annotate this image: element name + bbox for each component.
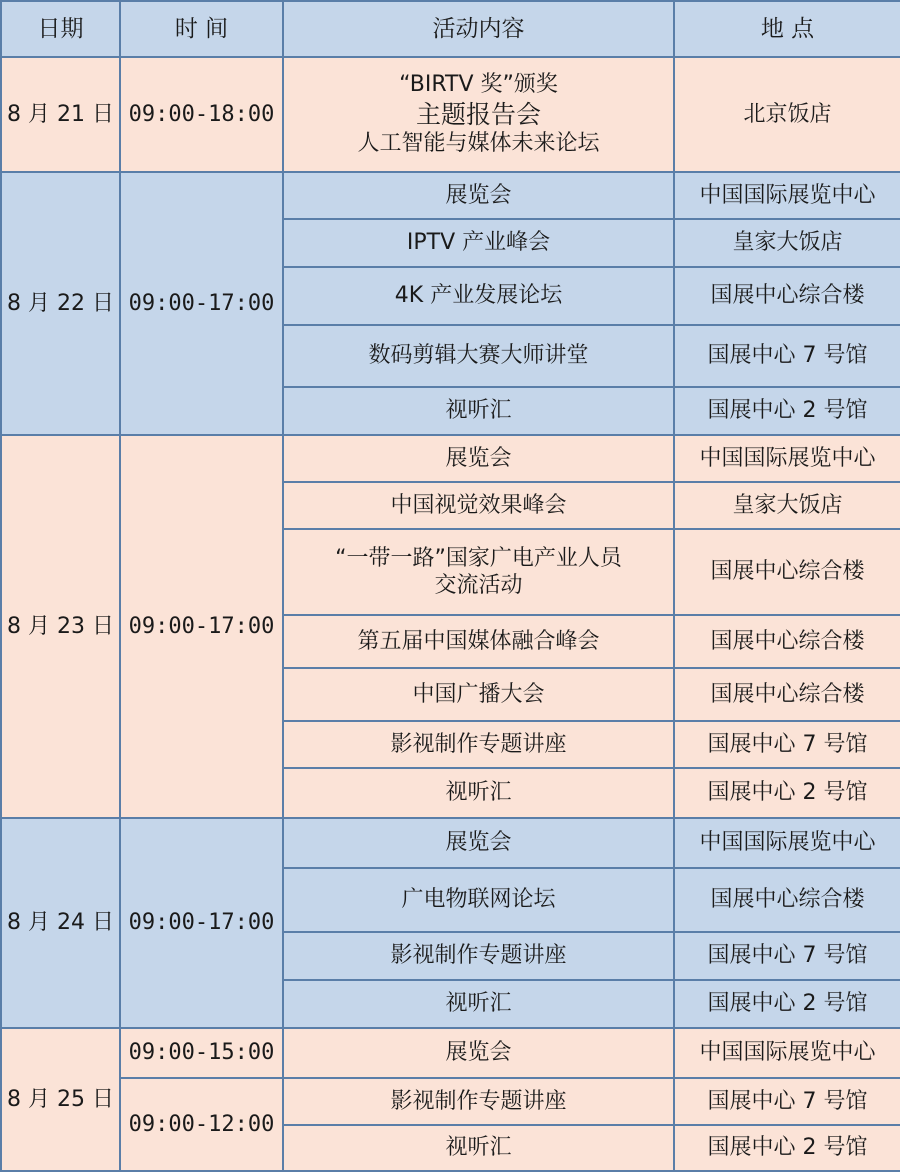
- location-cell: 中国国际展览中心: [674, 1028, 900, 1078]
- location-cell: 国展中心 7 号馆: [674, 721, 900, 768]
- time-cell: 09:00-17:00: [120, 172, 283, 435]
- header-location: 地 点: [674, 1, 900, 57]
- location-cell: 国展中心综合楼: [674, 267, 900, 325]
- location-cell: 中国国际展览中心: [674, 172, 900, 219]
- activity-line: “BIRTV 奖”颁奖: [399, 72, 558, 98]
- location-cell: 国展中心 2 号馆: [674, 1125, 900, 1171]
- table-row: [1, 1078, 900, 1125]
- date-cell: 8 月 25 日: [1, 1028, 120, 1171]
- activity-cell: 影视制作专题讲座: [283, 721, 674, 768]
- time-cell: 09:00-17:00: [120, 818, 283, 1028]
- time-cell: 09:00-17:00: [120, 435, 283, 818]
- activity-cell: 4K 产业发展论坛: [283, 267, 674, 325]
- activity-cell: 影视制作专题讲座: [283, 932, 674, 980]
- table-row: [1, 435, 900, 482]
- activity-cell: 中国广播大会: [283, 668, 674, 721]
- date-cell: 8 月 22 日: [1, 172, 120, 435]
- activity-cell: 视听汇: [283, 980, 674, 1028]
- location-cell: 中国国际展览中心: [674, 435, 900, 482]
- activity-cell: 展览会: [283, 818, 674, 868]
- activity-cell: 视听汇: [283, 768, 674, 818]
- date-cell: 8 月 23 日: [1, 435, 120, 818]
- date-cell: 8 月 24 日: [1, 818, 120, 1028]
- table-row: [1, 1028, 900, 1078]
- activity-cell: 数码剪辑大赛大师讲堂: [283, 325, 674, 387]
- header-time: 时 间: [120, 1, 283, 57]
- activity-line: 人工智能与媒体未来论坛: [357, 131, 600, 157]
- location-cell: 国展中心 7 号馆: [674, 932, 900, 980]
- location-cell: 国展中心 7 号馆: [674, 325, 900, 387]
- location-cell: 国展中心 2 号馆: [674, 387, 900, 435]
- date-cell: 8 月 21 日: [1, 57, 120, 172]
- activity-cell: 影视制作专题讲座: [283, 1078, 674, 1125]
- activity-cell: [283, 57, 674, 172]
- activity-cell: 视听汇: [283, 1125, 674, 1171]
- location-cell: 国展中心综合楼: [674, 529, 900, 615]
- activity-line: “一带一路”国家广电产业人员: [335, 545, 622, 571]
- activity-cell: 展览会: [283, 172, 674, 219]
- header-date: 日期: [1, 1, 120, 57]
- activity-cell: 中国视觉效果峰会: [283, 482, 674, 529]
- location-cell: 国展中心 2 号馆: [674, 980, 900, 1028]
- time-cell: 09:00-15:00: [120, 1028, 283, 1078]
- location-cell: 国展中心 2 号馆: [674, 768, 900, 818]
- location-cell: 国展中心 7 号馆: [674, 1078, 900, 1125]
- activity-cell: 广电物联网论坛: [283, 868, 674, 932]
- activity-line: 交流活动: [434, 573, 523, 598]
- location-cell: 中国国际展览中心: [674, 818, 900, 868]
- location-cell: 国展中心综合楼: [674, 668, 900, 721]
- time-cell: 09:00-18:00: [120, 57, 283, 172]
- activity-cell: 视听汇: [283, 387, 674, 435]
- location-cell: 皇家大饭店: [674, 482, 900, 529]
- activity-cell: IPTV 产业峰会: [283, 219, 674, 267]
- table-row: [1, 57, 900, 172]
- activity-cell: 第五届中国媒体融合峰会: [283, 615, 674, 668]
- location-cell: 皇家大饭店: [674, 219, 900, 267]
- activity-cell: [283, 529, 674, 615]
- time-cell: 09:00-12:00: [120, 1078, 283, 1171]
- activity-cell: 展览会: [283, 435, 674, 482]
- table-row: [1, 818, 900, 868]
- header-activity: 活动内容: [283, 1, 674, 57]
- activity-cell: 展览会: [283, 1028, 674, 1078]
- table-row: [1, 172, 900, 219]
- location-cell: 北京饭店: [674, 57, 900, 172]
- location-cell: 国展中心综合楼: [674, 868, 900, 932]
- location-cell: 国展中心综合楼: [674, 615, 900, 668]
- activity-line: 主题报告会: [415, 99, 541, 129]
